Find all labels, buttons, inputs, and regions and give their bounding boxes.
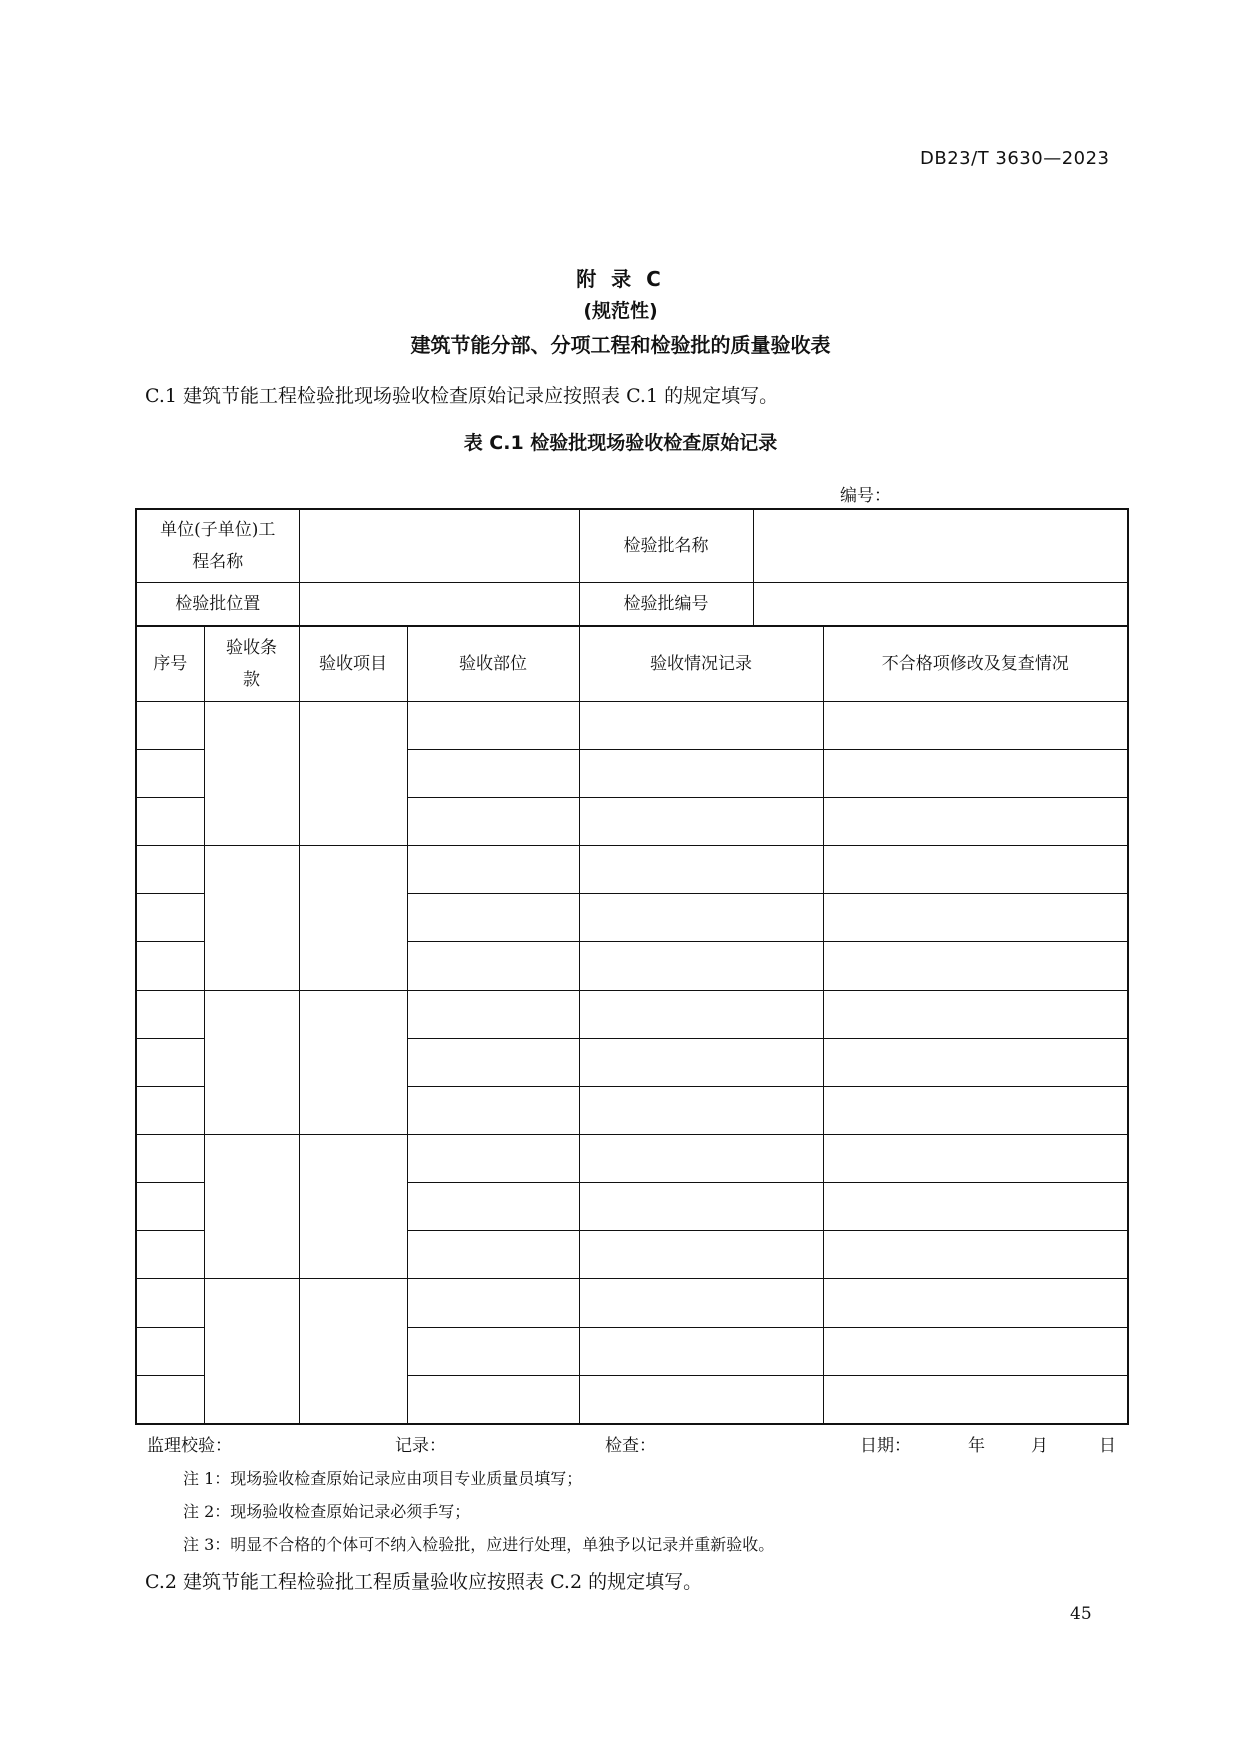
rectify-cell[interactable] [823, 846, 1128, 894]
table-title: 表 C.1 检验批现场验收检查原始记录 [463, 432, 778, 454]
col-clause-line1: 验收条 [226, 637, 277, 658]
clause-c2: C.2 建筑节能工程检验批工程质量验收应按照表 C.2 的规定填写。 [145, 1571, 703, 1593]
record-cell[interactable] [579, 990, 823, 1038]
item-cell[interactable] [299, 990, 407, 1134]
seq-cell[interactable] [136, 749, 204, 797]
part-cell[interactable] [407, 1086, 579, 1134]
page-number: 45 [1070, 1604, 1092, 1624]
table-row [136, 701, 1128, 749]
record-cell[interactable] [579, 1135, 823, 1183]
part-cell[interactable] [407, 990, 579, 1038]
record-cell[interactable] [579, 894, 823, 942]
unit-name-label-line1: 单位(子单位)工 [160, 520, 276, 541]
part-cell[interactable] [407, 894, 579, 942]
seq-cell[interactable] [136, 1135, 204, 1183]
item-cell[interactable] [299, 701, 407, 845]
seq-cell[interactable] [136, 1327, 204, 1375]
rectify-cell[interactable] [823, 990, 1128, 1038]
table-row [136, 846, 1128, 894]
seq-cell[interactable] [136, 1279, 204, 1327]
rectify-cell[interactable] [823, 1279, 1128, 1327]
item-cell[interactable] [299, 1279, 407, 1424]
rectify-cell[interactable] [823, 1135, 1128, 1183]
rectify-cell[interactable] [823, 797, 1128, 845]
supervisor-label: 监理校验： [147, 1436, 232, 1456]
date-year: 年 [968, 1436, 985, 1456]
seq-cell[interactable] [136, 797, 204, 845]
appendix-type: (规范性) [583, 300, 658, 322]
inspector-label: 检查： [605, 1436, 656, 1456]
table-row [136, 990, 1128, 1038]
record-cell[interactable] [579, 749, 823, 797]
seq-cell[interactable] [136, 1231, 204, 1279]
seq-cell[interactable] [136, 846, 204, 894]
record-table [135, 508, 1129, 1425]
col-record: 验收情况记录 [579, 626, 823, 701]
record-cell[interactable] [579, 1038, 823, 1086]
appendix-title: 附 录 C [576, 267, 665, 291]
col-seq: 序号 [136, 626, 204, 701]
record-cell[interactable] [579, 1327, 823, 1375]
rectify-cell[interactable] [823, 1183, 1128, 1231]
rectify-cell[interactable] [823, 1327, 1128, 1375]
number-label: 编号： [840, 486, 891, 506]
part-cell[interactable] [407, 749, 579, 797]
clause-cell[interactable] [204, 1279, 299, 1424]
batch-name-value[interactable] [753, 509, 1128, 583]
date-day: 日 [1099, 1436, 1116, 1456]
rectify-cell[interactable] [823, 701, 1128, 749]
record-cell[interactable] [579, 1231, 823, 1279]
record-cell[interactable] [579, 1279, 823, 1327]
clause-cell[interactable] [204, 701, 299, 845]
record-cell[interactable] [579, 1183, 823, 1231]
date-label: 日期： [860, 1436, 911, 1456]
record-cell[interactable] [579, 846, 823, 894]
info-row-2 [136, 583, 1128, 627]
part-cell[interactable] [407, 1231, 579, 1279]
clause-cell[interactable] [204, 1135, 299, 1279]
part-cell[interactable] [407, 1183, 579, 1231]
date-month: 月 [1031, 1436, 1048, 1456]
seq-cell[interactable] [136, 942, 204, 990]
unit-name-label [136, 509, 299, 583]
seq-cell[interactable] [136, 701, 204, 749]
appendix-subject: 建筑节能分部、分项工程和检验批的质量验收表 [410, 333, 831, 357]
record-cell[interactable] [579, 942, 823, 990]
batch-number-label: 检验批编号 [579, 583, 753, 627]
info-row-1 [136, 509, 1128, 583]
clause-c1: C.1 建筑节能工程检验批现场验收检查原始记录应按照表 C.1 的规定填写。 [145, 385, 779, 407]
item-cell[interactable] [299, 1135, 407, 1279]
note-3: 注 3：明显不合格的个体可不纳入检验批，应进行处理，单独予以记录并重新验收。 [183, 1535, 775, 1554]
record-cell[interactable] [579, 797, 823, 845]
standard-code: DB23/T 3630—2023 [920, 148, 1110, 169]
batch-name-label: 检验批名称 [579, 509, 753, 583]
col-rectify: 不合格项修改及复查情况 [823, 626, 1128, 701]
clause-cell[interactable] [204, 990, 299, 1134]
record-cell[interactable] [579, 701, 823, 749]
seq-cell[interactable] [136, 990, 204, 1038]
part-cell[interactable] [407, 1135, 579, 1183]
part-cell[interactable] [407, 942, 579, 990]
seq-cell[interactable] [136, 1375, 204, 1424]
table-row [136, 1279, 1128, 1327]
part-cell[interactable] [407, 797, 579, 845]
record-cell[interactable] [579, 1086, 823, 1134]
seq-cell[interactable] [136, 894, 204, 942]
recorder-label: 记录： [395, 1436, 446, 1456]
rectify-cell[interactable] [823, 1231, 1128, 1279]
col-clause-line2: 款 [243, 669, 260, 690]
part-cell[interactable] [407, 846, 579, 894]
seq-cell[interactable] [136, 1183, 204, 1231]
col-clause [204, 626, 299, 701]
rectify-cell[interactable] [823, 894, 1128, 942]
note-2: 注 2：现场验收检查原始记录必须手写； [183, 1502, 471, 1521]
unit-name-value[interactable] [299, 509, 579, 583]
table-row [136, 1135, 1128, 1183]
record-cell[interactable] [579, 1375, 823, 1424]
column-header-row [136, 626, 1128, 701]
col-part: 验收部位 [407, 626, 579, 701]
rectify-cell[interactable] [823, 749, 1128, 797]
rectify-cell[interactable] [823, 1375, 1128, 1424]
note-1: 注 1：现场验收检查原始记录应由项目专业质量员填写； [183, 1469, 583, 1488]
seq-cell[interactable] [136, 1086, 204, 1134]
clause-cell[interactable] [204, 846, 299, 990]
col-item: 验收项目 [299, 626, 407, 701]
part-cell[interactable] [407, 1038, 579, 1086]
rectify-cell[interactable] [823, 1086, 1128, 1134]
part-cell[interactable] [407, 1327, 579, 1375]
batch-location-value[interactable] [299, 583, 579, 627]
unit-name-label-line2: 程名称 [192, 552, 244, 573]
part-cell[interactable] [407, 1279, 579, 1327]
seq-cell[interactable] [136, 1038, 204, 1086]
rectify-cell[interactable] [823, 1038, 1128, 1086]
item-cell[interactable] [299, 846, 407, 990]
part-cell[interactable] [407, 701, 579, 749]
rectify-cell[interactable] [823, 942, 1128, 990]
batch-location-label: 检验批位置 [136, 583, 299, 627]
part-cell[interactable] [407, 1375, 579, 1424]
batch-number-value[interactable] [753, 583, 1128, 627]
